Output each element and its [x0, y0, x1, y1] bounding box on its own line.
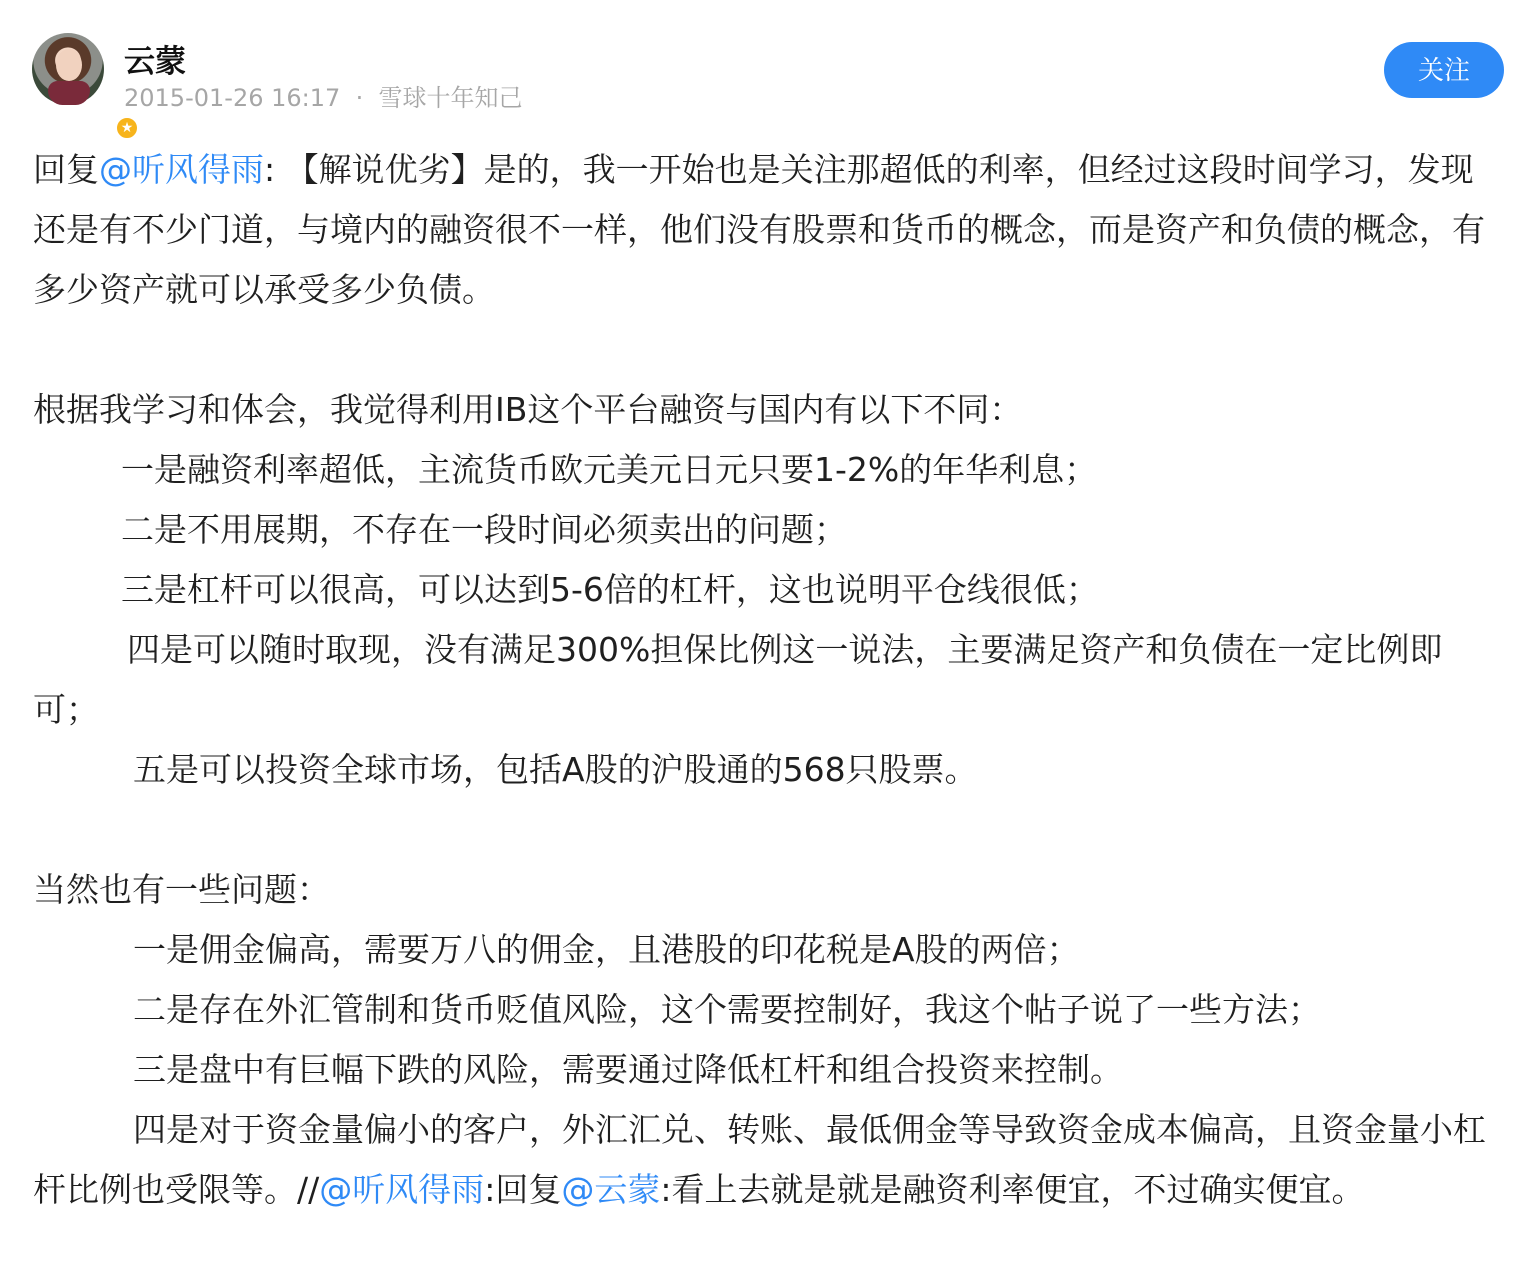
mention-link[interactable]: @云蒙 — [561, 1170, 661, 1209]
cons-heading: 当然也有一些问题： — [33, 870, 330, 909]
avatar-shirt — [48, 81, 90, 105]
pro-item: 一是融资利率超低，主流货币欧元美元日元只要1-2%的年华利息； — [121, 450, 1098, 489]
pros-heading: 根据我学习和体会，我觉得利用IB这个平台融资与国内有以下不同： — [33, 390, 1023, 429]
avatar[interactable] — [32, 33, 134, 136]
follow-button[interactable]: 关注 — [1384, 42, 1504, 98]
avatar-face — [56, 49, 82, 81]
con-item: 一是佣金偏高，需要万八的佣金，且港股的印花税是A股的两倍； — [133, 930, 1080, 969]
con-4-text: 四是对于资金量偏小的客户，外汇汇兑、转账、最低佣金等导致资金成本偏高，且资金量小杠杆比例也受限等。// — [33, 1110, 1486, 1209]
post-timestamp: 2015-01-26 16:17 — [124, 84, 341, 112]
pro-item: 二是不用展期，不存在一段时间必须卖出的问题； — [121, 510, 847, 549]
reply-prefix: 回复 — [33, 150, 99, 189]
spacer — [33, 800, 1505, 860]
reply-text: :回复 — [484, 1170, 562, 1209]
mention-link[interactable]: @听风得雨 — [99, 150, 264, 189]
spacer — [33, 320, 1505, 380]
post-body — [33, 140, 1505, 1220]
colon: : — [264, 150, 276, 189]
pro-item: 三是杠杆可以很高，可以达到5-6倍的杠杆，这也说明平仓线很低； — [121, 570, 1099, 609]
post-header — [0, 0, 1536, 136]
quote-text: :看上去就是就是融资利率便宜，不过确实便宜。 — [660, 1170, 1365, 1209]
mention-link[interactable]: @听风得雨 — [319, 1170, 485, 1209]
author-name[interactable]: 云蒙 — [124, 44, 186, 80]
intro-text: 【解说优劣】是的，我一开始也是关注那超低的利率，但经过这段时间学习，发现还是有不少门道，与境内的融资很不一样，他们没有股票和货币的概念，而是资产和负债的概念，有多少资产就可以承受多少负债。 — [33, 150, 1485, 309]
intro-paragraph — [33, 140, 1505, 320]
post-source[interactable]: 雪球十年知己 — [378, 84, 523, 112]
con-item — [33, 1100, 1505, 1220]
post-meta — [124, 78, 522, 113]
pro-item: 五是可以投资全球市场，包括A股的沪股通的568只股票。 — [133, 750, 978, 789]
meta-separator: · — [355, 84, 364, 112]
verified-badge-icon: ★ — [114, 115, 140, 141]
con-item: 二是存在外汇管制和货币贬值风险，这个需要控制好，我这个帖子说了一些方法； — [133, 990, 1321, 1029]
con-item: 三是盘中有巨幅下跌的风险，需要通过降低杠杆和组合投资来控制。 — [133, 1050, 1123, 1089]
pro-item: 四是可以随时取现，没有满足300%担保比例这一说法，主要满足资产和负债在一定比例即可； — [33, 630, 1443, 729]
